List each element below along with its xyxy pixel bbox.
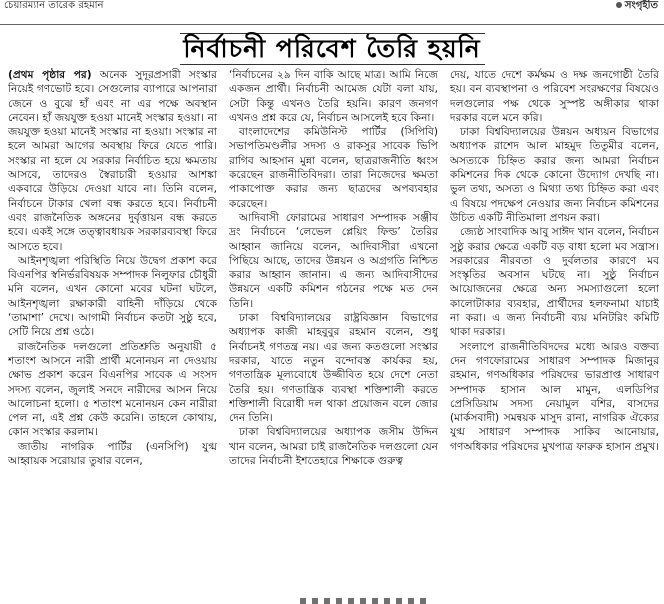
paragraph: জ্যেষ্ঠ সাংবাদিক আবু সাঈদ খান বলেন, নির্বাচন সুষ্ঠু করার ক্ষেত্রে একটি বড় বাধা হলো মব সন্ত্রাস। সরকারের নীরবতা ও দুর্বলতার কারণে মব সংস্কৃতির অবসান ঘটছে না। সুষ্ঠু নির্বাচন আয়োজনের ক্ষেত্রে অন্য সমস্যাগুলো হলো কালোটাকার ব্যবহার, প্রার্থীদের হলফনামা যাচাই না করা। এ জন্য নির্বাচনী ব্যয় মনিটরিং কমিটি থাকা দরকার। <box>450 226 659 339</box>
article-column-1 <box>8 68 217 600</box>
paragraph: ‘নির্বাচনের ২৯ দিন বাকি আছে মাত্র। আমি নিজে একজন প্রার্থী। নির্বাচনী আমেজ যেটা বলা যায়, সেটা কিন্তু এখনও তৈরি হয়নি। কারণ জনগণ এখনও প্রশ্ন করে যে, নির্বাচন আসলেই হবে কিনা। <box>229 69 438 124</box>
article-column-3 <box>450 68 659 600</box>
paragraph: দেয়, যাতে দেশে কর্মক্ষম ও দক্ষ জনগোষ্ঠী তৈরি হয়। বন ব্যবস্থাপনা ও পরিবেশ সংরক্ষণের বিষয়েও দলগুলোর পক্ষ থেকে সুস্পষ্ট অঙ্গীকার থাকা দরকার বলে মনে করি। <box>450 69 659 124</box>
paragraph: আদিবাসী ফোরামের সাধারণ সম্পাদক সঞ্জীব দ্রং নির্বাচনে ‘লেভেল প্লেয়িং ফিল্ড’ তৈরির আহ্বান জানিয়ে বলেন, আদিবাসীরা এখনো পিছিয়ে আছে, তাদের উন্নয়ন ও অগ্রগতি নিশ্চিত করার আহ্বান জানান। এ জন্য আদিবাসীদের উন্নয়নে একটি কমিশন গঠনের পক্ষে মত দেন তিনি। <box>229 211 438 310</box>
article-body <box>8 68 660 600</box>
paragraph: রাজনৈতিক দলগুলো প্রতিশ্রুতি অনুযায়ী ৫ শতাংশ আসনে নারী প্রার্থী মনোনয়ন না দেওয়ায় ক্ষোভ প্রকাশ করেন বিএনপির সাবেক এ সংসদ সদস্য বলেন, জুলাই সনদে নারীদের আসন নিয়ে আলোচনা হলো। ৫ শতাংশ মনোনয়ন কেন নারীরা পেল না, এই প্রশ্ন কেউ করেনি। তাহলে কোথায়, কোন সংস্কার করলাম। <box>8 340 217 439</box>
divider-top <box>0 24 664 25</box>
paragraph: ঢাকা বিশ্ববিদ্যালয়ের অধ্যাপক জসীম উদ্দিন খান বলেন, আমরা চাই রাজনৈতিক দলগুলো যেন তাদের নির্বাচনী ইশতেহারে শিক্ষাকে গুরুত্ব <box>229 426 438 468</box>
bullet-icon <box>616 2 622 8</box>
cropped-text-fragment <box>300 598 430 604</box>
paragraph: আইনশৃঙ্খলা পরিস্থিতি নিয়ে উদ্বেগ প্রকাশ করে বিএনপির স্বনির্ভরবিষয়ক সম্পাদক নিলুফার চৌধুরী মনি বলেন, এখন কোনো মবের ঘটনা ঘটলে, আইনশৃঙ্খলা রক্ষাকারী বাহিনী দাঁড়িয়ে থেকে ‘তামাশা’ দেখে। আগামী নির্বাচন কতটা সুষ্ঠু হবে, সেটি নিয়ে প্রশ্ন ওঠে। <box>8 254 217 339</box>
continuation-marker: (প্রথম পৃষ্ঠার পর) <box>8 69 92 81</box>
paragraph: বাংলাদেশের কমিউনিস্ট পার্টির (সিপিবি) সভাপতিমণ্ডলীর সদস্য ও রাকসুর সাবেক ভিপি রাগিব আহসান মুন্না বলেন, ছাত্ররাজনীতি ধ্বংস করেছেন রাজনীতিবিদরা। তারা নিজেদের ক্ষমতা পাকাপোক্ত করার জন্য ছাত্রদের অপব্যবহার করেছেন। <box>229 126 438 210</box>
photo-credit <box>616 0 658 12</box>
top-caption-strip <box>0 0 664 12</box>
photo-caption: চেয়ারম্যান তারেক রহমান <box>4 0 104 11</box>
paragraph: সংলাপে রাজনীতিবিদদের মধ্যে আরও বক্তব্য দেন গণফোরামের সাধারণ সম্পাদক মিজানুর রহমান, গণঅধিকার পরিষদের ভারপ্রাপ্ত সাধারণ সম্পাদক হাসান আল মামুন, এলডিপির প্রেসিডিয়াম সদস্য নেয়ামুল বশির, বাসদের (মার্কসবাদী) সমন্বয়ক মাসুদ রানা, নাগরিক ঐক্যের যুগ্ম সাধারণ সম্পাদক সাকিব আনোয়ার, গণঅধিকার পরিষদের মুখপাত্র ফারুক হাসান প্রমুখ। <box>450 340 659 453</box>
paragraph: ঢাকা বিশ্ববিদ্যালয়ের রাষ্ট্রবিজ্ঞান বিভাগের অধ্যাপক কাজী মাহবুবুর রহমান বলেন, শুধু নির্বাচনই গণতন্ত্র নয়। এর জন্য কতগুলো সংস্কার দরকার, যাতে নতুন বন্দোবস্ত কার্যকর হয়, গণতান্ত্রিক মূল্যবোধে উজ্জীবিত হয়ে দেশে নেতা তৈরি হয়। গণতান্ত্রিক ব্যবস্থা শক্তিশালী করতে শক্তিশালী বিরোধী দল থাকা প্রয়োজন বলে জোর দেন তিনি। <box>229 312 438 425</box>
article-headline: নির্বাচনী পরিবেশ তৈরি হয়নি <box>183 34 481 63</box>
paragraph: ঢাকা বিশ্ববিদ্যালয়ের উন্নয়ন অধ্যয়ন বিভাগের অধ্যাপক রাশেদ আল মাহমুদ তিতুমীর বলেন, অসত্যকে চিহ্নিত করার জন্য আমরা নির্বাচন কমিশনের দিক থেকে কোনো উদ্যোগ দেখছি না। ভুল তথ্য, অসত্য ও মিথ্যা তথ্য চিহ্নিত করা এবং এ বিষয়ে পদক্ষেপ নেওয়ার জন্য নির্বাচন কমিশনের উচিত একটি নীতিমালা প্রণয়ন করা। <box>450 126 659 224</box>
paragraph: জাতীয় নাগরিক পার্টির (এনসিপি) যুগ্ম আহ্বায়ক সরোয়ার তুষার বলেন, <box>8 440 217 468</box>
photo-credit-label: সংগৃহীত <box>624 0 658 11</box>
paragraph <box>8 68 217 254</box>
article-column-2 <box>229 68 438 600</box>
paragraph-text: অনেক সুদূরপ্রসারী সংস্কার নিয়েই গণভোট হবে। সেগুলোর ব্যাপারে আপনারা জেনে ও বুঝে হাঁ এবং না এর পক্ষে অবস্থান নেবেন। হাঁ জয়যুক্ত হওয়া মানেই সংস্কার হওয়া। না জয়যুক্ত হওয়া মানেই সংস্কার না হওয়া। সংস্কার না হলে আমরা আগের অবস্থায় ফিরে যেতে পারি। সংস্কার না হলে যে সরকার নির্বাচিত হয়ে ক্ষমতায় আসবে, তাদেরও স্বৈরাচারী হওয়ার আশঙ্কা একবারে উড়িয়ে দেওয়া যাবে না। তিনি বলেন, নির্বাচনে টাকার খেলা বন্ধ করতে হবে। নির্বাচনী এবং রাজনৈতিক অঙ্গনের দুর্বৃত্তায়ন বন্ধ করতে হবে। একই সঙ্গে তত্ত্বাবধায়ক সরকারব্যবস্থা ফিরে আসতে হবে। <box>8 69 217 253</box>
